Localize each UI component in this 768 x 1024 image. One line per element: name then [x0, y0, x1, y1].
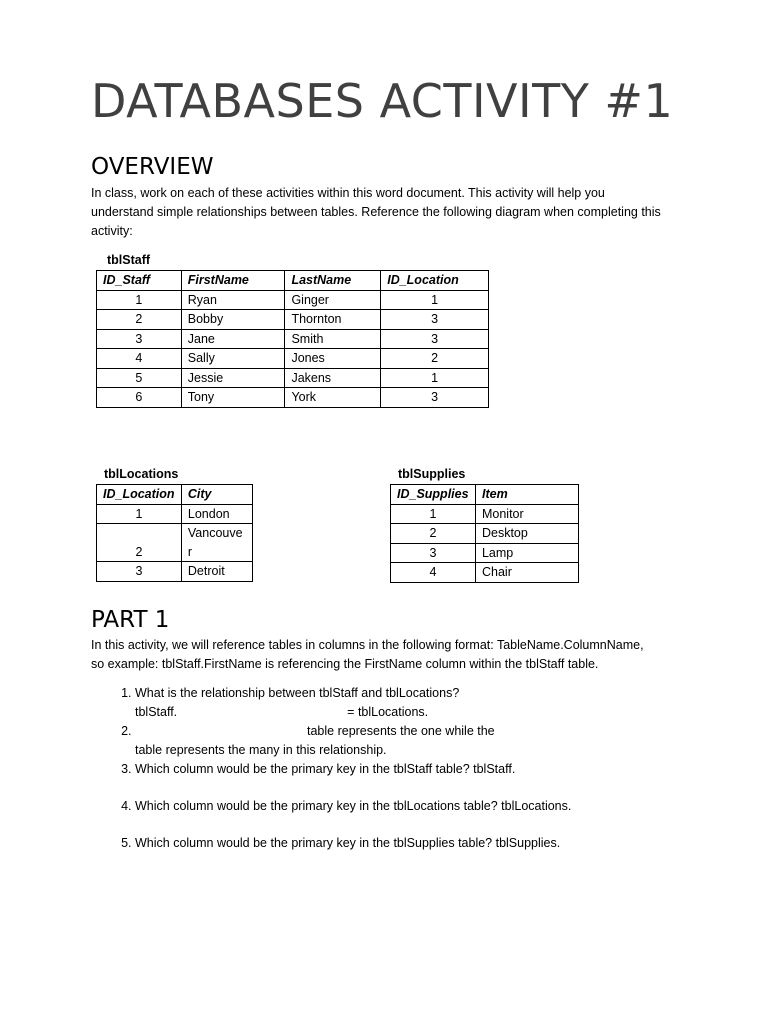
table-cell: Tony: [181, 388, 285, 408]
question-1-answer-left: tblStaff.: [135, 705, 178, 719]
tbllocations-caption: tblLocations: [104, 467, 179, 481]
table-cell: 5: [97, 368, 182, 388]
part1-paragraph: [91, 636, 691, 674]
table-cell: 2: [381, 349, 489, 369]
question-1: [135, 684, 735, 722]
table-cell: 1: [381, 290, 489, 310]
table-row: [97, 310, 489, 330]
table-header-row: [97, 271, 489, 291]
column-header: City: [181, 485, 252, 505]
overview-line-2: understand simple relationships between tables. Reference the following diagram when completing this: [91, 205, 661, 219]
tblstaff-caption: tblStaff: [107, 253, 151, 267]
table-row: [97, 368, 489, 388]
table-cell: Desktop: [475, 524, 578, 544]
column-header: LastName: [285, 271, 381, 291]
table-row: [97, 329, 489, 349]
question-2-text-b: table represents the many in this relationship.: [135, 743, 387, 757]
question-2: [135, 722, 735, 760]
overview-paragraph: [91, 184, 691, 241]
table-cell: Chair: [475, 563, 578, 583]
table-cell: York: [285, 388, 381, 408]
question-3-text: Which column would be the primary key in the tblStaff table? tblStaff.: [135, 762, 516, 776]
table-cell: 3: [381, 310, 489, 330]
table-cell: 1: [97, 290, 182, 310]
table-cell: 3: [381, 329, 489, 349]
table-cell: 1: [97, 504, 182, 524]
table-cell: Lamp: [475, 543, 578, 563]
table-cell: Sally: [181, 349, 285, 369]
table-cell: Monitor: [475, 504, 578, 524]
column-header: ID_Supplies: [391, 485, 476, 505]
table-row: [391, 563, 579, 583]
table-cell: Detroit: [181, 562, 252, 582]
question-4: [135, 797, 735, 816]
table-cell: 2: [391, 524, 476, 544]
table-cell: 1: [391, 504, 476, 524]
table-cell: 3: [97, 329, 182, 349]
table-row: [391, 504, 579, 524]
table-row: [391, 524, 579, 544]
city-text-line-1: Vancouve: [187, 526, 243, 540]
table-header-row: [97, 485, 253, 505]
table-cell: 3: [381, 388, 489, 408]
tblsupplies-caption: tblSupplies: [398, 467, 466, 481]
table-cell: 1: [381, 368, 489, 388]
overview-line-3: activity:: [91, 224, 133, 238]
table-cell: 2: [97, 524, 182, 562]
column-header: Item: [475, 485, 578, 505]
table-row: [97, 290, 489, 310]
table-row: [97, 349, 489, 369]
question-3: [135, 760, 735, 779]
table-cell: Ginger: [285, 290, 381, 310]
table-header-row: [391, 485, 579, 505]
table-cell: Ryan: [181, 290, 285, 310]
part1-heading: PART 1: [91, 607, 170, 633]
table-cell: Bobby: [181, 310, 285, 330]
table-row: [97, 504, 253, 524]
table-row: [97, 388, 489, 408]
city-text-line-2: r: [187, 544, 193, 559]
question-2-text-a: table represents the one while the: [307, 724, 495, 738]
table-cell: [181, 524, 252, 562]
overview-line-1: In class, work on each of these activities within this word document. This activity will help you: [91, 186, 605, 200]
overview-heading: OVERVIEW: [91, 154, 214, 180]
table-cell: 2: [97, 310, 182, 330]
table-cell: 3: [97, 562, 182, 582]
table-row: [97, 524, 253, 562]
part1-line-2: so example: tblStaff.FirstName is referencing the FirstName column within the tblStaff table.: [91, 657, 599, 671]
table-cell: 4: [391, 563, 476, 583]
table-row: [391, 543, 579, 563]
tblstaff-table: [96, 270, 489, 408]
question-list: [91, 684, 735, 853]
question-4-text: Which column would be the primary key in the tblLocations table? tblLocations.: [135, 799, 572, 813]
table-cell: Jane: [181, 329, 285, 349]
table-cell: Jones: [285, 349, 381, 369]
question-1-answer-right: = tblLocations.: [347, 705, 429, 719]
question-1-text: What is the relationship between tblStaff and tblLocations?: [135, 686, 460, 700]
column-header: ID_Location: [381, 271, 489, 291]
document-title: DATABASES ACTIVITY #1: [91, 74, 674, 128]
table-cell: 4: [97, 349, 182, 369]
tbllocations-table: [96, 484, 253, 582]
column-header: ID_Staff: [97, 271, 182, 291]
question-5: [135, 834, 735, 853]
question-5-text: Which column would be the primary key in the tblSupplies table? tblSupplies.: [135, 836, 561, 850]
table-cell: 3: [391, 543, 476, 563]
column-header: FirstName: [181, 271, 285, 291]
table-cell: London: [181, 504, 252, 524]
part1-line-1: In this activity, we will reference tables in columns in the following format: TableName.ColumnName,: [91, 638, 644, 652]
table-row: [97, 562, 253, 582]
table-cell: Thornton: [285, 310, 381, 330]
table-cell: 6: [97, 388, 182, 408]
tblsupplies-table: [390, 484, 579, 583]
column-header: ID_Location: [97, 485, 182, 505]
table-cell: Smith: [285, 329, 381, 349]
table-cell: Jessie: [181, 368, 285, 388]
table-cell: Jakens: [285, 368, 381, 388]
